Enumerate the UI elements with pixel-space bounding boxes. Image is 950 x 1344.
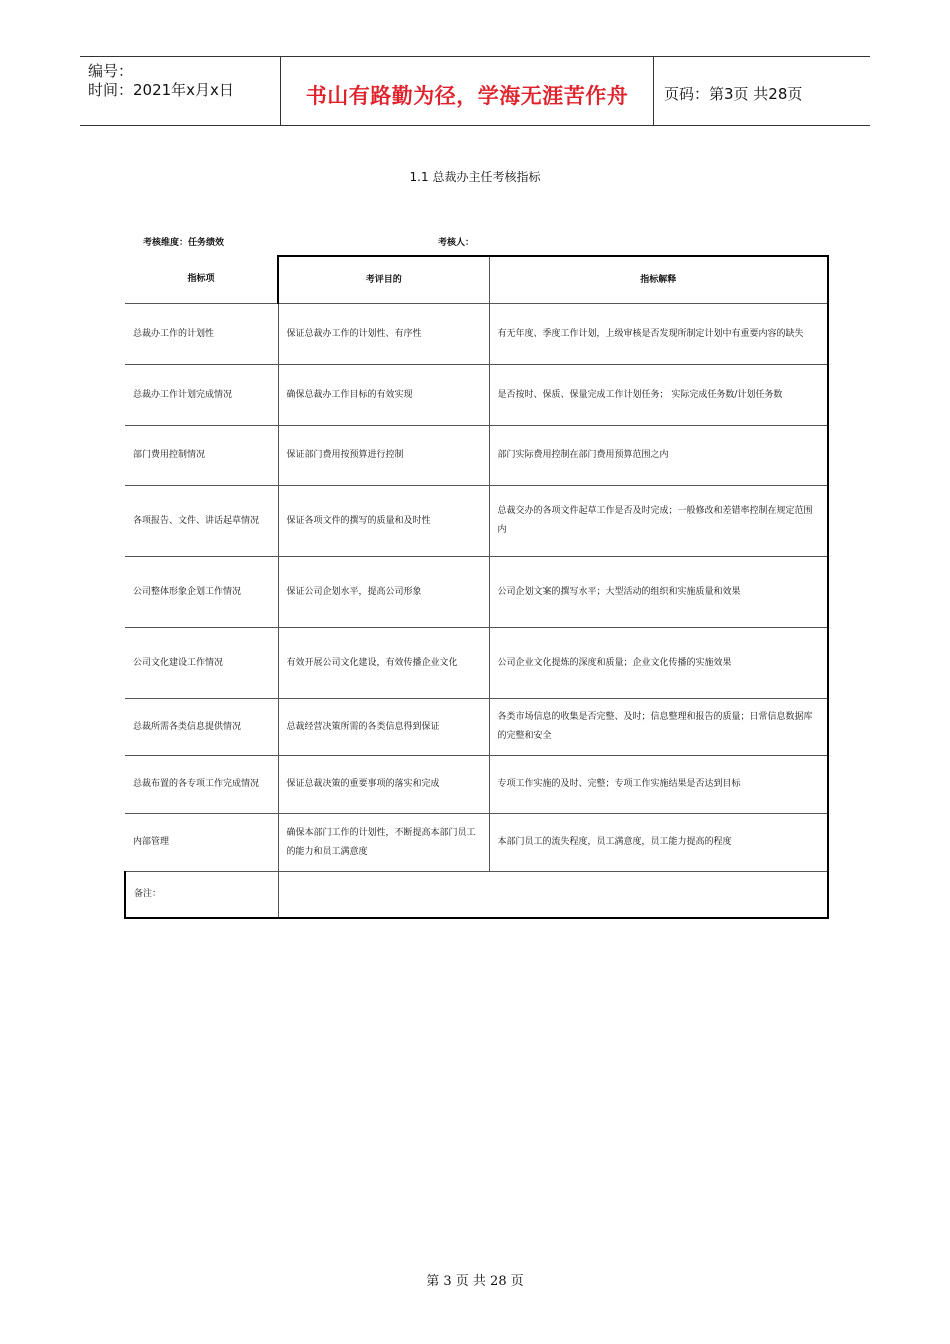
cell-purpose: 确保本部门工作的计划性，不断提高本部门员工的能力和员工满意度 bbox=[278, 814, 489, 872]
document-title: 1.1 总裁办主任考核指标 bbox=[409, 170, 541, 184]
table-row bbox=[125, 304, 828, 365]
header-page-cell bbox=[654, 57, 870, 125]
cell-remark-label: 备注： bbox=[125, 872, 278, 918]
cell-item: 各项报告、文件、讲话起草情况 bbox=[125, 486, 278, 557]
table-row bbox=[125, 557, 828, 628]
cell-item: 内部管理 bbox=[125, 814, 278, 872]
cell-item: 公司整体形象企划工作情况 bbox=[125, 557, 278, 628]
header-motto-cell bbox=[281, 57, 654, 125]
cell-explanation: 有无年度、季度工作计划，上级审核是否发现所制定计划中有重要内容的缺失 bbox=[489, 304, 828, 365]
cell-item: 总裁办工作的计划性 bbox=[125, 304, 278, 365]
cell-purpose: 保证总裁决策的重要事项的落实和完成 bbox=[278, 756, 489, 814]
header-explanation: 指标解释 bbox=[489, 256, 828, 304]
cell-purpose: 有效开展公司文化建设，有效传播企业文化 bbox=[278, 628, 489, 699]
page-header bbox=[80, 56, 870, 126]
reviewer-label: 考核人： bbox=[438, 238, 475, 248]
table-row bbox=[125, 426, 828, 486]
cell-purpose: 保证部门费用按预算进行控制 bbox=[278, 426, 489, 486]
table-row bbox=[125, 699, 828, 756]
cell-explanation: 专项工作实施的及时、完整；专项工作实施结果是否达到目标 bbox=[489, 756, 828, 814]
cell-remark-content bbox=[278, 872, 828, 918]
cell-explanation: 本部门员工的流失程度，员工满意度，员工能力提高的程度 bbox=[489, 814, 828, 872]
table-row bbox=[125, 814, 828, 872]
header-item: 指标项 bbox=[125, 256, 278, 304]
table-row bbox=[125, 756, 828, 814]
cell-item: 总裁布置的各专项工作完成情况 bbox=[125, 756, 278, 814]
table-remark-row bbox=[125, 872, 828, 918]
doc-number-label: 编号： bbox=[88, 62, 134, 80]
header-purpose: 考评目的 bbox=[278, 256, 489, 304]
page-footer: 第 3 页 共 28 页 bbox=[426, 1274, 524, 1289]
cell-explanation: 部门实际费用控制在部门费用预算范围之内 bbox=[489, 426, 828, 486]
cell-explanation: 公司企业文化提炼的深度和质量；企业文化传播的实施效果 bbox=[489, 628, 828, 699]
table-header-row bbox=[125, 256, 828, 304]
doc-time-label: 时间：2021年x月x日 bbox=[88, 81, 234, 99]
cell-item: 总裁所需各类信息提供情况 bbox=[125, 699, 278, 756]
kpi-table bbox=[124, 255, 829, 919]
cell-explanation: 总裁交办的各项文件起草工作是否及时完成；一般修改和差错率控制在规定范围内 bbox=[489, 486, 828, 557]
cell-purpose: 确保总裁办工作目标的有效实现 bbox=[278, 365, 489, 426]
cell-purpose: 保证公司企划水平，提高公司形象 bbox=[278, 557, 489, 628]
header-left-cell bbox=[80, 57, 281, 125]
table-row bbox=[125, 365, 828, 426]
cell-purpose: 保证各项文件的撰写的质量和及时性 bbox=[278, 486, 489, 557]
cell-purpose: 总裁经营决策所需的各类信息得到保证 bbox=[278, 699, 489, 756]
cell-item: 部门费用控制情况 bbox=[125, 426, 278, 486]
header-page-number: 页码：第3页 共28页 bbox=[664, 85, 803, 103]
table-row bbox=[125, 628, 828, 699]
cell-item: 总裁办工作计划完成情况 bbox=[125, 365, 278, 426]
cell-item: 公司文化建设工作情况 bbox=[125, 628, 278, 699]
header-motto: 书山有路勤为径，学海无涯苦作舟 bbox=[305, 84, 629, 108]
assessment-dimension: 考核维度：任务绩效 bbox=[143, 238, 225, 248]
cell-purpose: 保证总裁办工作的计划性、有序性 bbox=[278, 304, 489, 365]
cell-explanation: 是否按时、保质、保量完成工作计划任务； 实际完成任务数/计划任务数 bbox=[489, 365, 828, 426]
cell-explanation: 各类市场信息的收集是否完整、及时；信息整理和报告的质量；日常信息数据库的完整和安全 bbox=[489, 699, 828, 756]
cell-explanation: 公司企划文案的撰写水平；大型活动的组织和实施质量和效果 bbox=[489, 557, 828, 628]
table-row bbox=[125, 486, 828, 557]
